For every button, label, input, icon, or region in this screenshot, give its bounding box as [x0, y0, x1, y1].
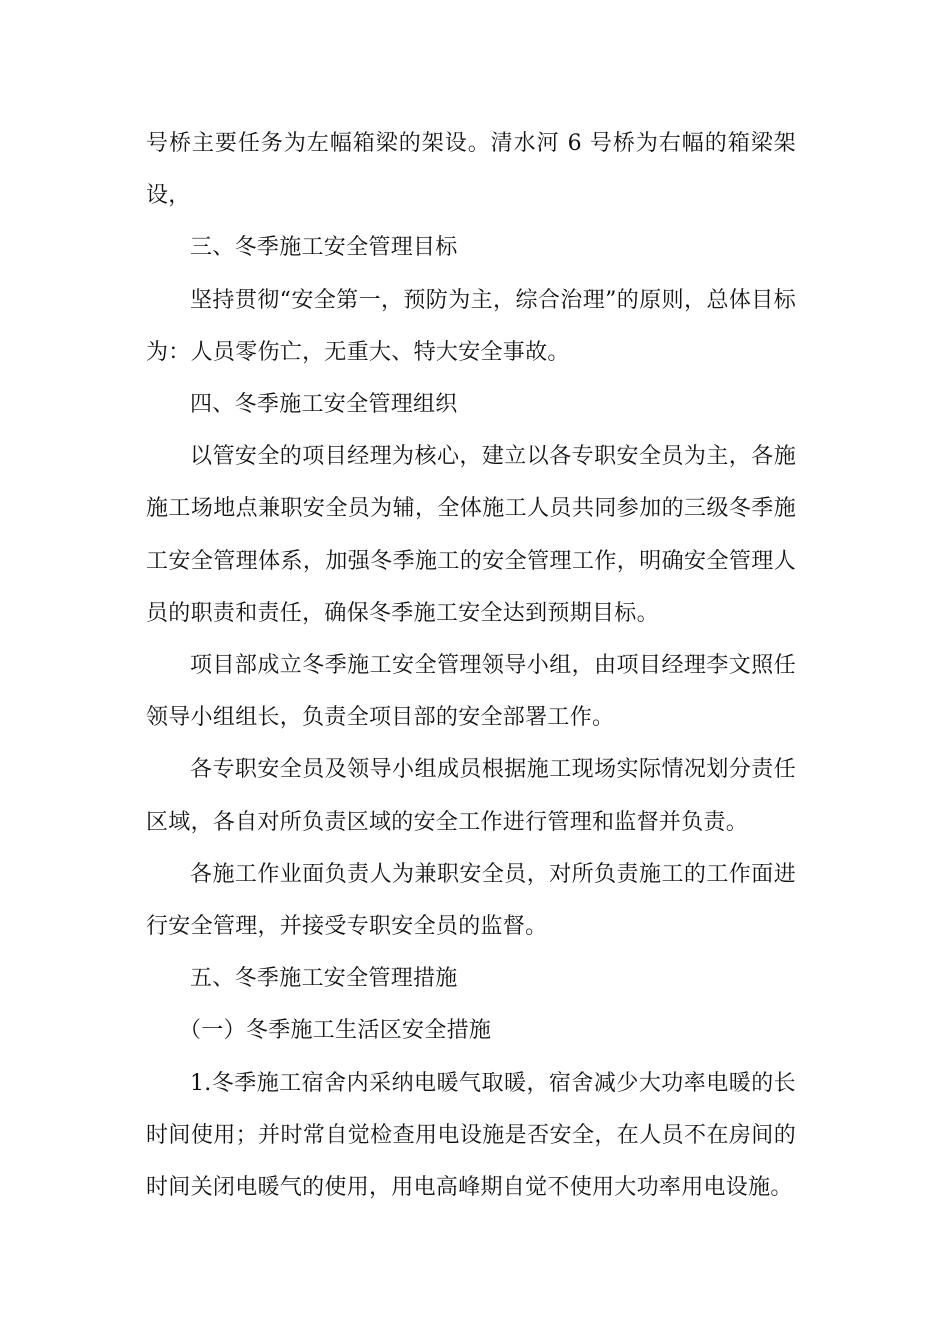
paragraph-measure-1: 1.冬季施工宿舍内采纳电暖气取暖，宿舍减少大功率电暖的长时间使用；并时常自觉检查用电设施是否安全，在人员不在房间的时间关闭电暖气的使用，用电高峰期自觉不使用大功率用电设施。 — [146, 1070, 796, 1201]
paragraph-safety-goal: 坚持贯彻“安全第一，预防为主，综合治理”的原则，总体目标为：人员零伤亡，无重大、特大安全事故。 — [146, 287, 796, 365]
document-body — [146, 118, 796, 1214]
paragraph-continuation: 号桥主要任务为左幅箱梁的架设。清水河 6 号桥为右幅的箱梁架设， — [146, 131, 796, 209]
paragraph-responsibility-areas: 各专职安全员及领导小组成员根据施工现场实际情况划分责任区域，各自对所负责区域的安全工作进行管理和监督并负责。 — [146, 757, 796, 835]
section-heading-5: 五、冬季施工安全管理措施 — [190, 966, 458, 992]
section-heading-4: 四、冬季施工安全管理组织 — [190, 392, 458, 418]
paragraph-leadership-group: 项目部成立冬季施工安全管理领导小组，由项目经理李文照任领导小组组长，负责全项目部的安全部署工作。 — [146, 653, 796, 731]
sub-heading-living-area: （一）冬季施工生活区安全措施 — [179, 1018, 492, 1044]
paragraph-part-time-officers: 各施工作业面负责人为兼职安全员，对所负责施工的工作面进行安全管理，并接受专职安全员的监督。 — [146, 861, 796, 940]
section-heading-3: 三、冬季施工安全管理目标 — [190, 235, 458, 261]
paragraph-organization: 以管安全的项目经理为核心，建立以各专职安全员为主，各施施工场地点兼职安全员为辅，全体施工人员共同参加的三级冬季施工安全管理体系，加强冬季施工的安全管理工作，明确安全管理人员的职责和责任，确保冬季施工安全达到预期目标。 — [146, 444, 796, 626]
